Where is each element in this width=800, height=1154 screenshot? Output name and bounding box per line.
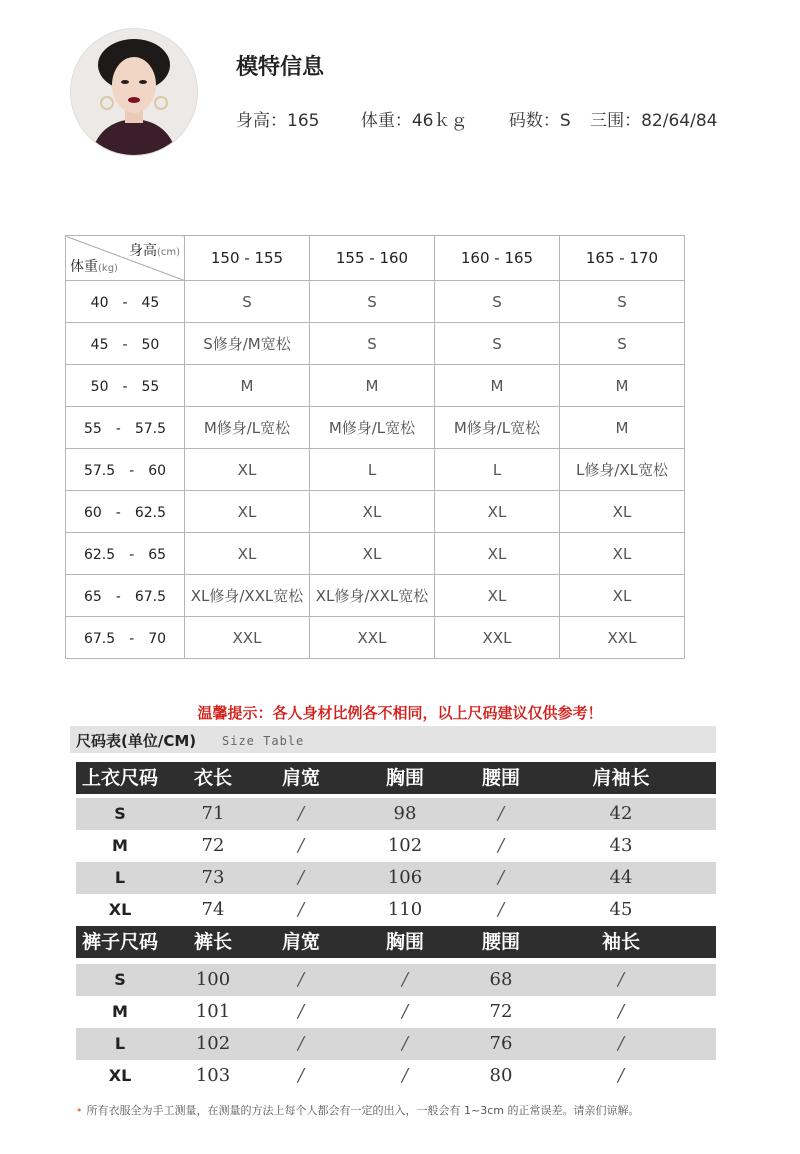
recommended-size-cell: L [435,449,560,491]
column-header: 衣长 [193,767,233,789]
recommended-size-cell: S修身/M宽松 [185,323,310,365]
measure-value: / [497,803,505,824]
size-chart-header [70,726,716,753]
measure-value: 106 [387,867,423,888]
table-row [66,491,685,533]
recommended-size-cell: M修身/L宽松 [435,407,560,449]
size-label: XL [108,900,132,919]
recommended-size-cell: XXL [560,617,685,659]
recommended-size-cell: XL [435,533,560,575]
fit-header-row [66,236,685,281]
weight-range-cell: 65 - 67.5 [66,575,185,617]
column-header: 胸围 [385,767,425,789]
column-header: 腰围 [481,931,521,953]
recommended-size-cell: S [310,323,435,365]
measure-value: 73 [201,867,225,888]
measure-value: 44 [609,867,633,888]
measure-value: 80 [489,1065,513,1086]
recommended-size-cell: XL修身/XXL宽松 [310,575,435,617]
recommended-size-cell: XL [185,491,310,533]
measure-value: / [297,1065,305,1086]
column-header: 胸围 [385,931,425,953]
size-chart-subtitle: Size Table [222,734,305,748]
measure-value: 110 [387,899,423,920]
recommended-size-cell: XL [560,491,685,533]
column-header: 裤长 [193,931,233,953]
measure-value: / [617,969,625,990]
weight-range-cell: 67.5 - 70 [66,617,185,659]
model-height: 身高：165 [236,111,320,131]
table-row [66,617,685,659]
model-avatar [70,28,198,156]
size-label: XL [108,1066,132,1085]
recommended-size-cell: S [560,281,685,323]
measure-value: 74 [201,899,225,920]
model-size: 码数：S [508,111,571,131]
recommended-size-cell: XL [310,533,435,575]
measure-value: 71 [201,803,225,824]
measure-value: / [297,1033,305,1054]
table-row [66,533,685,575]
corner-weight-label: 体重(kg) [70,259,118,275]
size-label: M [112,1002,128,1021]
measure-value: 45 [609,899,633,920]
table-row [76,894,716,926]
bullet-icon: • [76,1104,83,1117]
model-weight: 体重：46ｋｇ [360,111,468,131]
recommended-size-cell: L [310,449,435,491]
table-row [76,798,716,830]
column-header: 袖长 [601,931,641,953]
measure-value: / [401,1033,409,1054]
size-label: S [114,804,126,823]
measure-value: / [297,835,305,856]
column-header: 肩宽 [281,767,321,789]
recommended-size-cell: XL [560,575,685,617]
size-label: L [114,1034,126,1053]
size-label: L [114,868,126,887]
recommended-size-cell: XL [310,491,435,533]
table-row [66,407,685,449]
measure-value: 98 [393,803,417,824]
measure-value: 101 [195,1001,231,1022]
top-size-header [76,762,716,794]
measure-value: / [297,969,305,990]
size-chart-title: 尺码表(单位/CM) [76,732,197,750]
recommended-size-cell: XXL [435,617,560,659]
column-header: 肩袖长 [592,767,650,789]
table-row [66,449,685,491]
corner-height-label: 身高(cm) [128,243,180,259]
height-header: 165 - 170 [560,236,685,281]
recommended-size-cell: S [560,323,685,365]
weight-range-cell: 60 - 62.5 [66,491,185,533]
recommended-size-cell: XL [435,575,560,617]
measure-value: / [617,1001,625,1022]
recommended-size-cell: M [560,407,685,449]
table-corner-cell [66,236,185,281]
measure-value: 102 [387,835,423,856]
weight-range-cell: 45 - 50 [66,323,185,365]
measure-value: / [497,867,505,888]
measure-value: / [297,867,305,888]
measure-value: / [297,1001,305,1022]
measure-value: 100 [195,969,231,990]
recommended-size-cell: M [310,365,435,407]
measure-value: / [297,803,305,824]
model-info-title: 模特信息 [236,55,325,80]
measure-value: / [401,1065,409,1086]
table-row [66,281,685,323]
model-measure: 三围：82/64/84 [590,111,718,131]
size-label: S [114,970,126,989]
recommended-size-cell: M [435,365,560,407]
table-row [76,830,716,862]
weight-range-cell: 62.5 - 65 [66,533,185,575]
column-header: 上衣尺码 [81,767,159,789]
height-header: 160 - 165 [435,236,560,281]
recommended-size-cell: L修身/XL宽松 [560,449,685,491]
measure-value: 72 [489,1001,513,1022]
recommended-size-cell: S [435,281,560,323]
weight-range-cell: 50 - 55 [66,365,185,407]
table-row [76,1060,716,1092]
measure-value: 42 [609,803,633,824]
table-row [76,996,716,1028]
recommended-size-cell: XXL [185,617,310,659]
recommended-size-cell: XL [560,533,685,575]
weight-range-cell: 57.5 - 60 [66,449,185,491]
measure-value: 72 [201,835,225,856]
recommended-size-cell: M修身/L宽松 [185,407,310,449]
column-header: 腰围 [481,767,521,789]
measure-value: / [297,899,305,920]
table-row [66,575,685,617]
measure-value: / [617,1033,625,1054]
weight-range-cell: 40 - 45 [66,281,185,323]
measure-value: 68 [489,969,513,990]
measure-value: / [401,969,409,990]
recommended-size-cell: M [185,365,310,407]
recommended-size-cell: XL修身/XXL宽松 [185,575,310,617]
measurement-note: • 所有衣服全为手工测量，在测量的方法上每个人都会有一定的出入，一般会有 1~3cm 的正常误差。请亲们谅解。 [76,1104,640,1117]
recommended-size-cell: XL [435,491,560,533]
column-header: 裤子尺码 [81,931,159,953]
recommended-size-cell: M [560,365,685,407]
height-header: 150 - 155 [185,236,310,281]
table-row [76,1028,716,1060]
table-row [66,365,685,407]
model-portrait-image [71,29,197,155]
recommended-size-cell: S [185,281,310,323]
column-header: 肩宽 [281,931,321,953]
height-header: 155 - 160 [310,236,435,281]
measure-value: 43 [609,835,633,856]
measure-value: / [401,1001,409,1022]
weight-range-cell: 55 - 57.5 [66,407,185,449]
measure-value: 76 [489,1033,513,1054]
measure-value: / [617,1065,625,1086]
recommended-size-cell: S [435,323,560,365]
measure-value: / [497,835,505,856]
table-row [66,323,685,365]
table-row [76,964,716,996]
recommended-size-cell: XL [185,533,310,575]
fit-recommendation-table [65,235,685,659]
recommended-size-cell: M修身/L宽松 [310,407,435,449]
measure-value: 103 [195,1065,231,1086]
pants-size-header [76,926,716,958]
model-stats [236,106,753,131]
table-row [76,862,716,894]
warm-tip: 温馨提示：各人身材比例各不相同，以上尺码建议仅供参考！ [197,704,603,722]
size-label: M [112,836,128,855]
recommended-size-cell: XXL [310,617,435,659]
measure-value: 102 [195,1033,231,1054]
recommended-size-cell: S [310,281,435,323]
measure-value: / [497,899,505,920]
recommended-size-cell: XL [185,449,310,491]
